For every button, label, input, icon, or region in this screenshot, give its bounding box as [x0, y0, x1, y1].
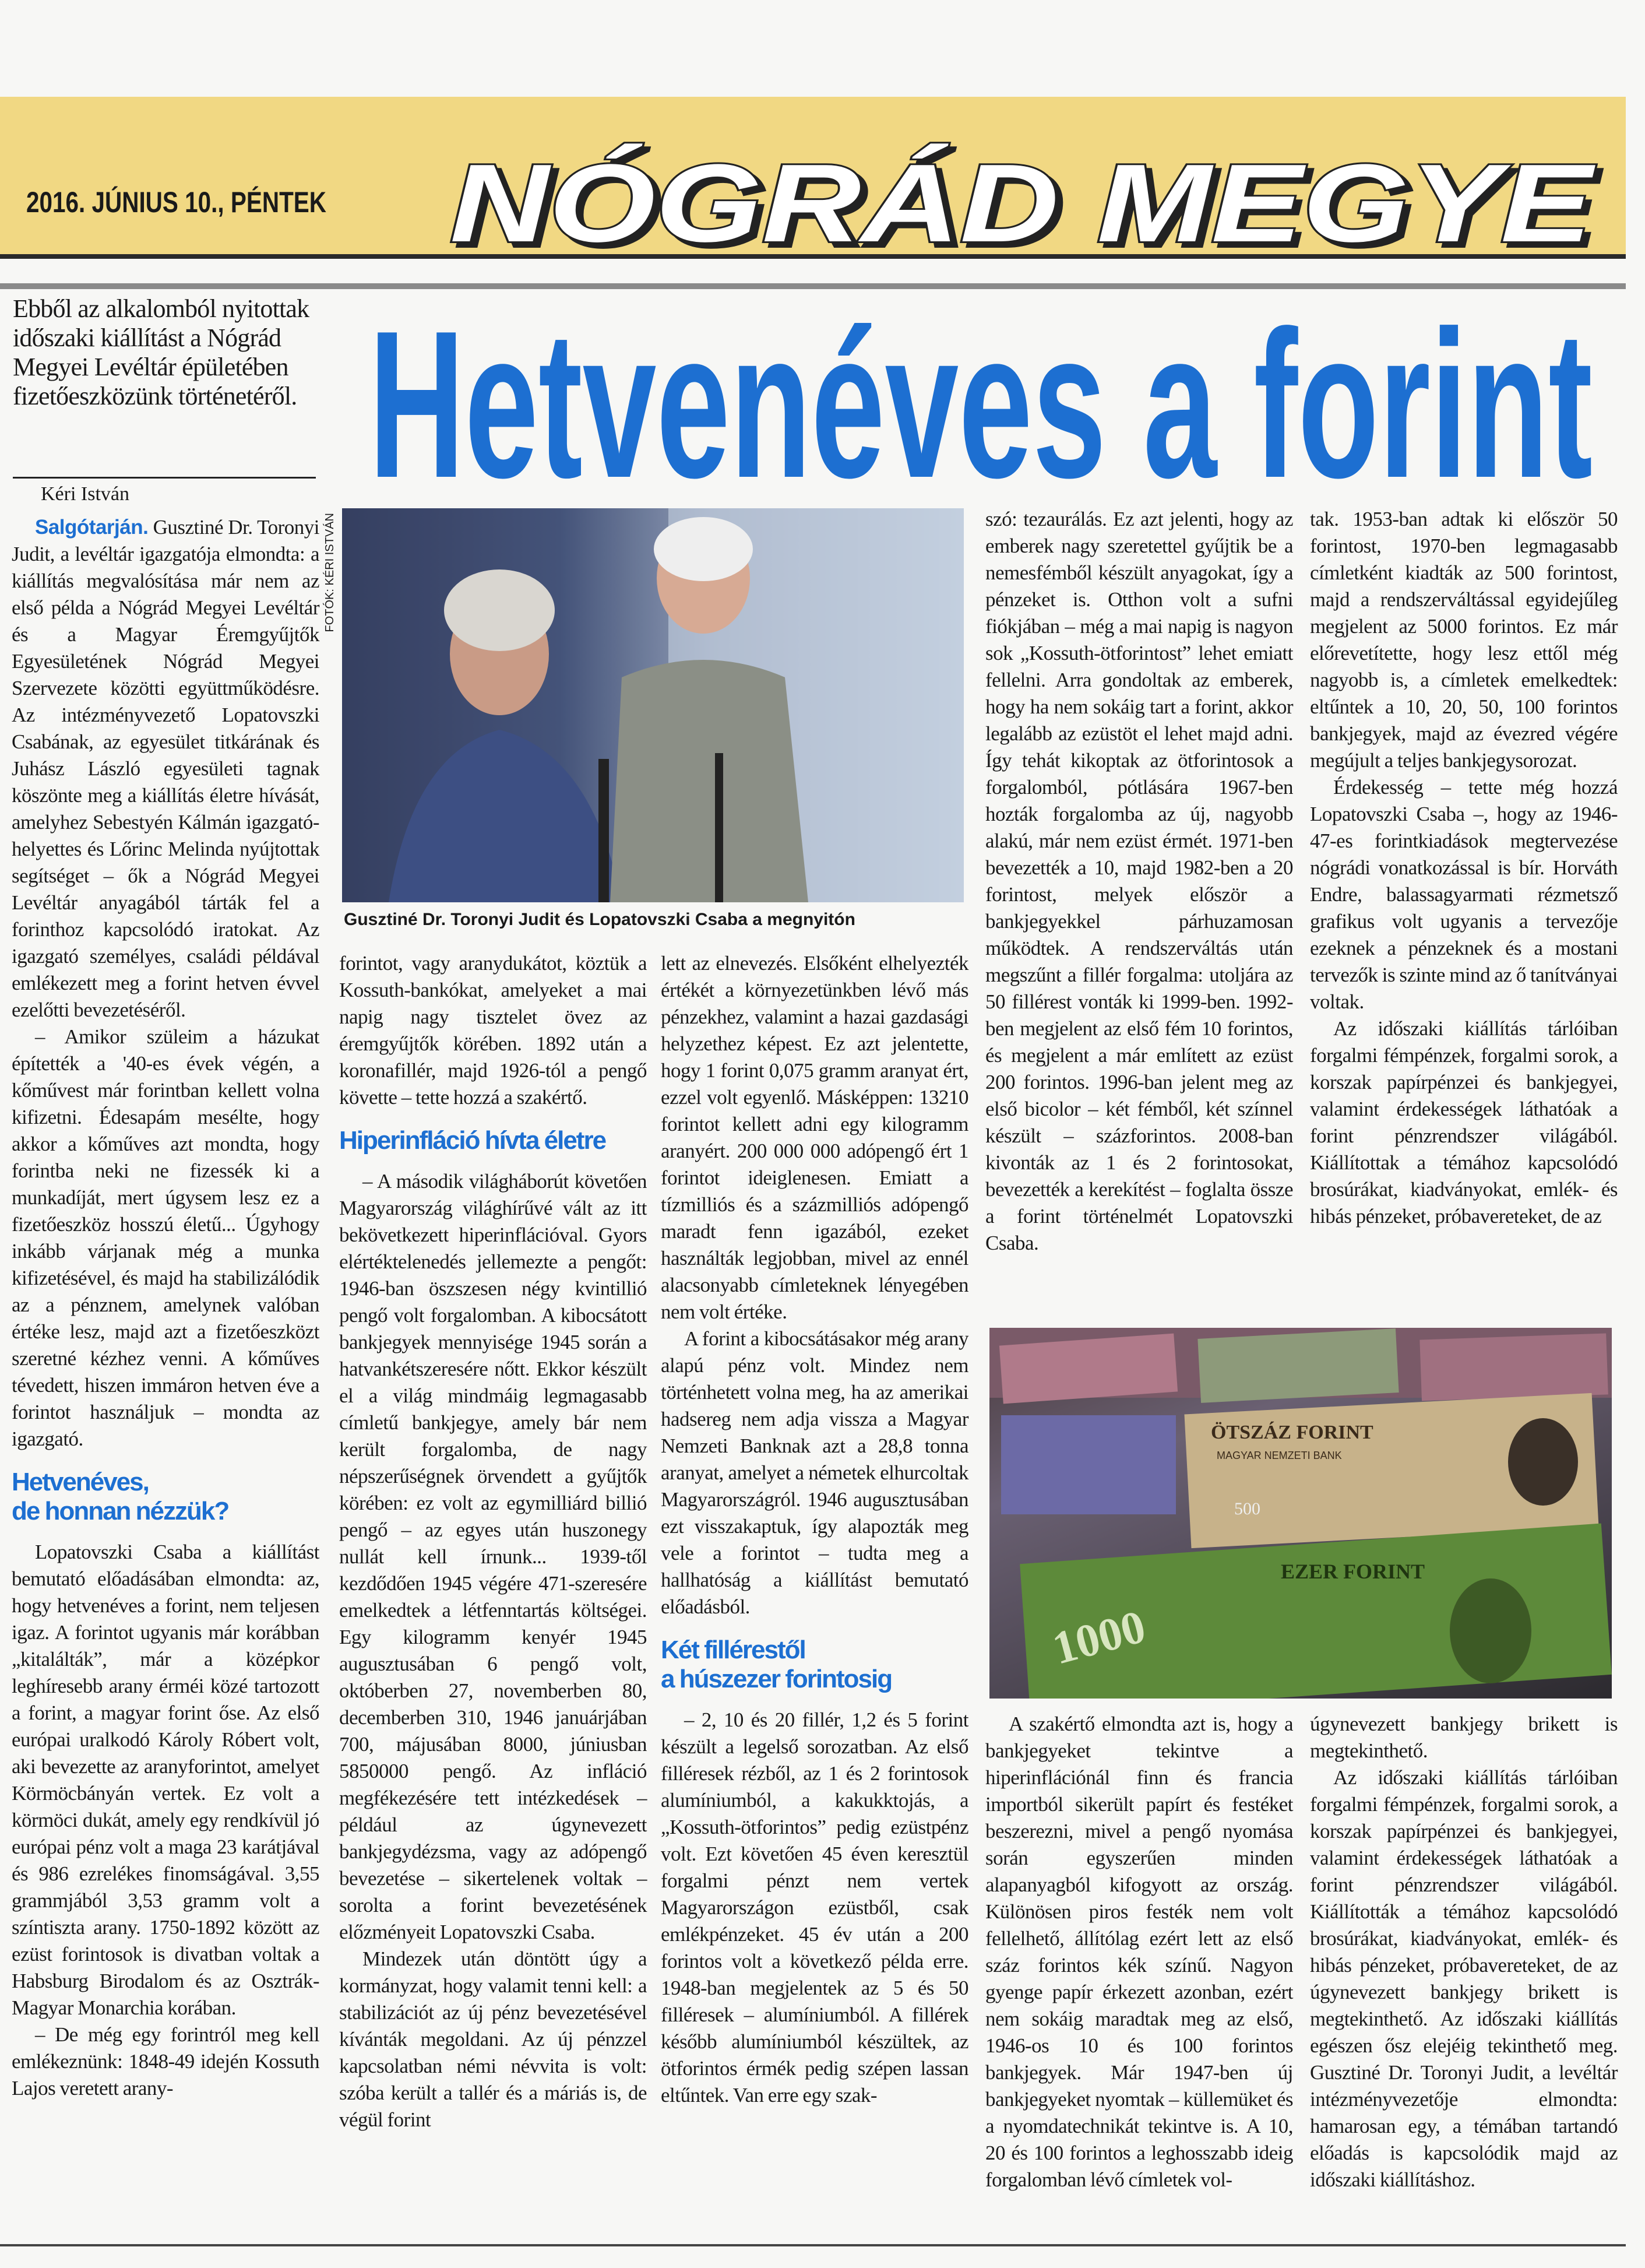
subheading: Hiperinfláció hívta életre [339, 1126, 606, 1155]
headline-svg [364, 291, 1600, 490]
paragraph: – De még egy forintról meg kell emlékeznünk: 1848-49 idején Kossuth Lajos veretett arany- [12, 2023, 319, 2100]
column-4-bottom [985, 1711, 1293, 2193]
masthead-band [0, 97, 1626, 259]
paragraph: szó: tezaurálás. Ez azt jelenti, hogy az emberek nagy szeretettel gyűjtik be a nemesfémből készült anyagokat, így a pénzeket is. Otthon volt a sufni fiókjában – még a mai napig is nagyon sok „Kossuth-ötforintost” lehet emiatt fellelni. Arra gondoltak az emberek, hogy ha nem sokáig tart a forint, akkor legalább az ezüstöt el lehet majd adni. Így tehát kikoptak az ötforintosok a forgalomból, pótlására 1967-ben hozták forgalomba az új, nagyobb alakú, már nem ezüst érmét. 1971-ben bevezették a 10, majd 1982-ben a 20 forintost, melyek először a bankjegyekkel párhuzamosan működtek. A rendszerváltás után megszűnt a fillér forgalma: utoljára az 50 fillérest vonták ki 1999-ben. 1992-ben megjelent az első fém 10 forintos, és megjelent a már említett az ezüst 200 forintos. 1996-ban jelent meg az első bicolor – két fémből, két színnel készült – százforintos. 2008-ban kivonták az 1 és 2 forintosokat, bevezették a kerekítést – foglalta össze a forint történelmét Lopatovszki Csaba. [985, 508, 1293, 1254]
paragraph: forintot, vagy aranydukátot, köztük a Kossuth-bankókat, amelyeket a mai napig nagy tisztelet övez az éremgyűjtők körében. 1892 után a koronafillér, majd 1926-tól a pengő követte – tette hozzá a szakértő. [339, 952, 647, 1109]
paragraph: úgynevezett bankjegy brikett is megtekinthető. [1310, 1713, 1618, 1762]
note-1000-label: EZER FORINT [1281, 1560, 1425, 1583]
paragraph: – 2, 10 és 20 fillér, 1,2 és 5 forint készült a legelső sorozatban. Az első filléresek rézből, az 1 és 2 forintosok alumíniumból, a kakukktojás, a „Kossuth-ötforintos” pedig ezüstpénz volt. Ezt követően 45 éven keresztül forgalmi pénzt nem vertek Magyarországon ezüstből, csak emlékpénzeket. 45 év után a 200 forintos volt a következő példa erre. 1948-ban megjelentek az 5 és 50 filléresek – alumíniumból. A fillérek később alumíniumból készültek, az ötforintos érmék pedig szépen lassan eltűntek. Van erre egy szak- [661, 1708, 968, 2107]
opening-photo [342, 508, 964, 902]
subheading-line: Hetvenéves, [12, 1468, 149, 1496]
column-3 [661, 950, 968, 2109]
note-1000-value: 1000 [1047, 1601, 1151, 1675]
paragraph-text: Gusztiné Dr. Toronyi Judit, a levéltár igazgatója elmondta: a kiállítás megvalósítása már nem az első példa a Nógrád Megyei Levéltár és a Magyar Éremgyűjtők Egyesületének Nógrád Megyei Szervezete közötti együttműködésre. Az intézményvezető Lopatovszki Csabának, az egyesület titkárának és Juhász László egyesületi tagnak köszönte meg a kiállítás életre hívását, amelyhez Sebestyén Kálmán igazgató-helyettes és Lőrinc Melinda nyújtottak segítséget – ők a Nógrád Megyei Levéltár anyagából tárták fel a forinthoz kapcsolódó iratokat. Az igazgató személyes, családi példával emlékezett meg a forint hetven évvel ezelőtti bevezetéséről. [12, 516, 319, 1021]
photo-people-illustration [342, 508, 964, 902]
paragraph: – Amikor szüleim a házukat építették a '40-es évek végén, a kőművest már forintban kellett volna kifizetni. Édesapám mesélte, hogy akkor a kőműves azt mondta, hogy forintba neki ne fizessék ki a munkadíját, mert úgysem lesz ez a fizetőeszköz hosszú életű... Úgyhogy inkább várjanak még a munka kifizetésével, és majd ha stabilizálódik az a pénznem, amelynek valóban értéke lesz, majd azt a fizetőeszközt szeretné kézhez venni. A kőműves tévedett, hiszen immáron hetven éve a forintot használjuk – mondta az igazgató. [12, 1025, 319, 1450]
intro-divider [13, 477, 316, 479]
paragraph: lett az elnevezés. Elsőként elhelyezték értékét a környezetünkben lévő más pénzekhez, valamint a hazai gazdasági helyzethez képest. Ez azt jelentette, hogy 1 forint 0,075 gramm aranyat ért, ezzel volt egyenlő. Másképpen: 13210 forintot kellett adni egy kilogramm aranyért. 200 000 000 adópengő ért 1 forintot ideiglenesen. Emiatt a tízmilliós és a százmilliós adópengő maradt fenn igazából, ezeket használták legjobban, mivel az ennél alacsonyabb címleteknek lényegében nem volt értéke. [661, 952, 968, 1323]
column-2 [339, 950, 647, 2133]
note-500-value: 500 [1234, 1499, 1260, 1518]
column-1 [12, 514, 319, 2102]
paragraph: A szakértő elmondta azt is, hogy a bankjegyeket tekintve a hiperinflációnál finn és francia importból sikerült papírt és festéket beszerezni, mivel a pengő nyomása során egyszerűen minden alapanyagból kifogyott az ország. Különösen piros festék nem volt fellelhető, állítólag ezért lett az első száz forintos kék színű. Nagyon gyenge papír érkezett azonban, ezért nem sokáig maradtak meg az első, 1946-os 10 és 100 forintos bankjegyek. Már 1947-ben új bankjegyeket nyomtak – küllemüket és a nyomdatechnikát tekintve is. A 10, 20 és 100 forintos a leghosszabb ideig forgalomban lévő címletek vol- [985, 1713, 1293, 2191]
banknotes-illustration [989, 1328, 1612, 1699]
paragraph [12, 514, 319, 1024]
masthead-svg [0, 97, 1626, 254]
column-5-top [1310, 506, 1618, 1230]
paragraph: tak. 1953-ban adtak ki először 50 forintost, 1970-ben legmagasabb címletként kiadták az 500 forintost, majd a rendszerváltással egyidejűleg megjelent az 5000 forintos. Ez már előrevetítette, hogy lesz ettől még nagyobb is, a címletek emelkedtek: eltűntek a 10, 20, 50, 100 forintos bankjegyek, majd az évezred végére megújult a teljes bankjegysorozat. [1310, 508, 1618, 772]
paragraph: Érdekesség – tette még hozzá Lopatovszki Csaba –, hogy az 1946-47-es forintkiadások megtervezése nógrádi vonatkozással is bír. Horváth Endre, balassagyarmati rézmetsző grafikus volt ugyanis a tervezője ezeknek a pénzeknek és a mostani tervezők is szinte mind az ő tanítványai voltak. [1310, 776, 1618, 1013]
byline: Kéri István [41, 483, 130, 505]
note-500-label: ÖTSZÁZ FORINT [1211, 1422, 1373, 1443]
issue-date: 2016. JÚNIUS 10., PÉNTEK [26, 186, 326, 219]
paragraph: Mindezek után döntött úgy a kormányzat, hogy valamit tenni kell: a stabilizációt az új pénz bevezetésével kívánták megoldani. Az új pénzzel kapcsolatban némi névvita is volt: szóba került a tallér és a máriás is, de végül forint [339, 1947, 647, 2131]
article-intro: Ebből az alkalomból nyitottak időszaki kiállítást a Nógrád Megyei Levéltár épületében fizetőeszközünk történetéről. [13, 294, 309, 410]
photo-credit: FOTÓK: KÉRI ISTVÁN [323, 513, 336, 632]
paragraph: Az időszaki kiállítás tárlóiban forgalmi fémpénzek, forgalmi sorok, a korszak papírpénzei és bankjegyei, valamint érdekességek láthatóak a forint pénzrendszer világából. Kiállítottak a témához kapcsolódó brosúrákat, kiadványokat, emlék- és hibás pénzeket, próbavereteket, de az [1310, 1017, 1618, 1228]
paragraph: A forint a kibocsátásakor még arany alapú pénz volt. Mindez nem történhetett volna meg, ha az amerikai hadsereg nem adja vissza a Magyar Nemzeti Banknak azt a 28,8 tonna aranyat, amelyet a németek elhurcoltak Magyarországról. 1946 augusztusában ezt visszakaptuk, így alapozták meg vele a forintot – tudta meg a hallhatóság a kiállítást bemutató előadásból. [661, 1327, 968, 1618]
paragraph: Az időszaki kiállítás tárlóiban forgalmi fémpénzek, forgalmi sorok, a korszak papírpénzei és bankjegyei, valamint érdekességek láthatóak a forint pénzrendszer világából. Kiállították a témához kapcsolódó brosúrákat, kiadványokat, emlék- és hibás pénzeket, próbavereteket, de az úgynevezett bankjegy brikett is megtekinthető. Az időszaki kiállítás egészen ősz elejéig tekinthető meg. Gusztiné Dr. Toronyi Judit, a levéltár intézményvezetője elmondta: hamarosan egy, a témában tartandó előadás is kapcsolódik majd az időszaki kiállításhoz. [1310, 1766, 1618, 2191]
page-bottom-rule [0, 2244, 1626, 2246]
subheading [661, 1636, 968, 1694]
paragraph: – A második világháborút követően Magyarország világhírűvé vált az itt bekövetkezett hiperinflációval. Gyors elértéktelenedés jellemezte a pengőt: 1946-ban öszszesen négy kvintillió pengő volt forgalomban. A kibocsátott bankjegyek mennyisége 1945 során a hatvankétszeresére nőtt. Ekkor készült el a világ mindmáig legmagasabb címletű bankjegye, amely bár nem került forgalomba, de nagy népszerűségnek örvendett a gyűjtők körében: ez volt az egymilliárd billió pengő – az egyes után huszonegy nullát kell írnunk... 1939-től kezdődően 1945 végére 471-szeresére emelkedtek a létfenntartás költségei. Egy kilogramm kenyér 1945 augusztusában 6 pengő volt, októberben 27, novemberben 80, decemberben 310, 1946 januárjában 700, májusában 8000, júniusban 5850000 pengő. Az infláció megfékezésére tett intézkedések – például az úgynevezett bankjegydézsma, vagy az adópengő bevezetése – sikertelenek voltak – sorolta a forint bevezetésének előzményeit Lopatovszki Csaba. [339, 1170, 647, 1943]
note-500-bank: MAGYAR NEMZETI BANK [1217, 1450, 1342, 1461]
headline: Hetvenéves a forint [369, 291, 1593, 490]
subheading-line: a húszezer forintosig [661, 1665, 892, 1693]
dateline: Salgótarján. [35, 516, 149, 539]
masthead-title: NÓGRÁD MEGYE [450, 142, 1596, 254]
header-divider [0, 283, 1626, 289]
column-4-top [985, 506, 1293, 1257]
subheading-line: Két fillérestől [661, 1636, 805, 1664]
subheading [12, 1468, 319, 1526]
column-5-bottom [1310, 1711, 1618, 2193]
subheading-line: de honnan nézzük? [12, 1497, 229, 1525]
banknotes-photo [989, 1328, 1612, 1699]
photo-caption: Gusztiné Dr. Toronyi Judit és Lopatovszki Csaba a megnyitón [344, 910, 855, 929]
paragraph: Lopatovszki Csaba a kiállítást bemutató előadásában elmondta: az, hogy hetvenéves a forint, nem teljesen igaz. A forintot ugyanis már korábban „kitalálták”, már a középkor leghíresebb arany érméi közé tartozott a forint, a magyar forint őse. Az első európai uralkodó Károly Róbert volt, aki bevezette az aranyforintot, amelyet Körmöcbányán vertek. Ez volt a körmöci dukát, amely egy rendkívül jó európai pénz volt a maga 23 karátjával és 986 ezrelékes finomságával. 3,55 grammjából 3,53 gramm volt a színtiszta arany. 1750-1892 között az ezüst forintosok is divatban voltak a Habsburg Birodalom és az Osztrák-Magyar Monarchia korában. [12, 1541, 319, 2019]
